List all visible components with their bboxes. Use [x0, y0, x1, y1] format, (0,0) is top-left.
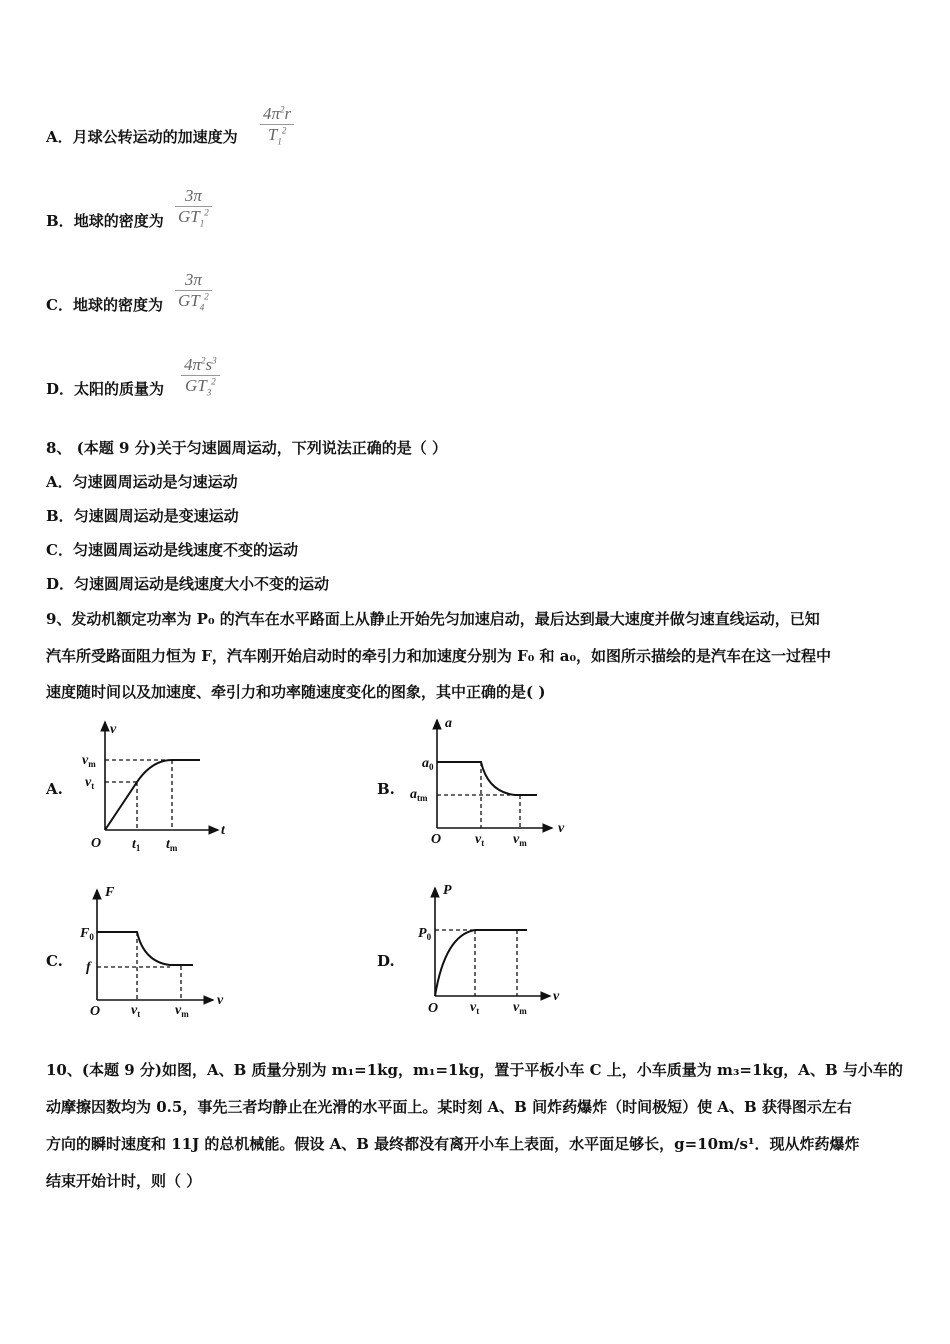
formula-b: $\frac{3\pi}{GT_1^2}$ [175, 186, 212, 228]
graph-d-x-label: v [553, 989, 560, 1004]
graph-a-vm: $v_m$ [82, 753, 96, 769]
q9-option-b-label: B. [377, 780, 395, 798]
graph-a-tm: $t_m$ [166, 837, 178, 853]
graph-d-y-label: P [443, 883, 452, 898]
graph-d-origin: O [428, 1001, 439, 1016]
graph-a-vt: $v_t$ [85, 775, 95, 791]
graph-c-f-v [97, 890, 213, 1000]
q9-option-c-label: C. [46, 952, 63, 970]
graph-b-a0: $a_0$ [422, 756, 434, 772]
graph-d-vt: $v_t$ [470, 1000, 480, 1016]
q7-option-a: A．月球公转运动的加速度为 [46, 128, 238, 146]
graph-b-a-v [437, 720, 552, 828]
q9-line-3: 速度随时间以及加速度、牵引力和功率随速度变化的图象，其中正确的是( ) [46, 683, 546, 701]
graph-a-x-label: t [221, 823, 225, 838]
q10-line-1: 10、(本题 9 分)如图，A、B 质量分别为 m₁=1kg，m₁=1kg，置于平板小车 C 上，小车质量为 m₃=1kg，A、B 与小车的 [46, 1061, 903, 1079]
graph-c-f: f [86, 960, 91, 975]
graph-c-x-label: v [217, 993, 224, 1008]
graph-c-f0: $F_0$ [80, 926, 94, 942]
formula-d: $\frac{4\pi^2s^3}{GT_3^2}$ [181, 355, 220, 397]
q8-stem: 8、 (本题 9 分)关于匀速圆周运动，下列说法正确的是（ ） [46, 439, 447, 457]
q8-option-d: D．匀速圆周运动是线速度大小不变的运动 [46, 575, 330, 593]
graph-a-y-label: v [110, 722, 117, 737]
graph-a-origin: O [91, 836, 102, 851]
graph-c-vt: $v_t$ [131, 1003, 141, 1019]
graph-b-atm: $a_{tm}$ [410, 787, 428, 803]
q7-option-d: D．太阳的质量为 [46, 380, 165, 398]
q8-option-c: C．匀速圆周运动是线速度不变的运动 [46, 541, 298, 559]
q8-option-a: A．匀速圆周运动是匀速运动 [46, 473, 238, 491]
graph-b-origin: O [431, 832, 442, 847]
q10-line-3: 方向的瞬时速度和 11J 的总机械能。假设 A、B 最终都没有离开小车上表面，水平面足够长，g=10m/s¹．现从炸药爆炸 [46, 1135, 860, 1153]
graph-c-vm: $v_m$ [175, 1003, 189, 1019]
q7-option-b: B．地球的密度为 [46, 212, 164, 230]
graph-a-v-t [105, 722, 218, 830]
q9-option-a-label: A. [46, 780, 63, 798]
graph-d-p-v [435, 888, 550, 996]
graph-b-y-label: a [445, 716, 452, 731]
graph-b-vm: $v_m$ [513, 832, 527, 848]
q9-option-d-label: D. [377, 952, 395, 970]
q9-line-1: 9、发动机额定功率为 P₀ 的汽车在水平路面上从静止开始先匀加速启动，最后达到最大速度并做匀速直线运动，已知 [46, 610, 820, 628]
q9-line-2: 汽车所受路面阻力恒为 F，汽车刚开始启动时的牵引力和加速度分别为 F₀ 和 a₀，如图所示描绘的是汽车在这一过程中 [46, 647, 832, 665]
graph-c-y-label: F [105, 885, 115, 900]
curve [105, 760, 200, 830]
graph-a-t1: $t_1$ [132, 837, 141, 853]
graph-b-vt: $v_t$ [475, 832, 485, 848]
graph-b-x-label: v [558, 821, 565, 836]
formula-c: $\frac{3\pi}{GT_4^2}$ [175, 270, 212, 312]
q10-line-4: 结束开始计时，则（ ） [46, 1172, 202, 1190]
q7-option-c: C．地球的密度为 [46, 296, 163, 314]
formula-a: $\frac{4\pi^2r}{T_1^2}$ [260, 104, 294, 146]
q10-line-2: 动摩擦因数均为 0.5，事先三者均静止在光滑的水平面上。某时刻 A、B 间炸药爆炸（时间极短）使 A、B 获得图示左右 [46, 1098, 852, 1116]
q8-option-b: B．匀速圆周运动是变速运动 [46, 507, 239, 525]
graph-c-origin: O [90, 1004, 101, 1019]
graph-d-vm: $v_m$ [513, 1000, 527, 1016]
graph-d-p0: $P_0$ [418, 926, 432, 942]
